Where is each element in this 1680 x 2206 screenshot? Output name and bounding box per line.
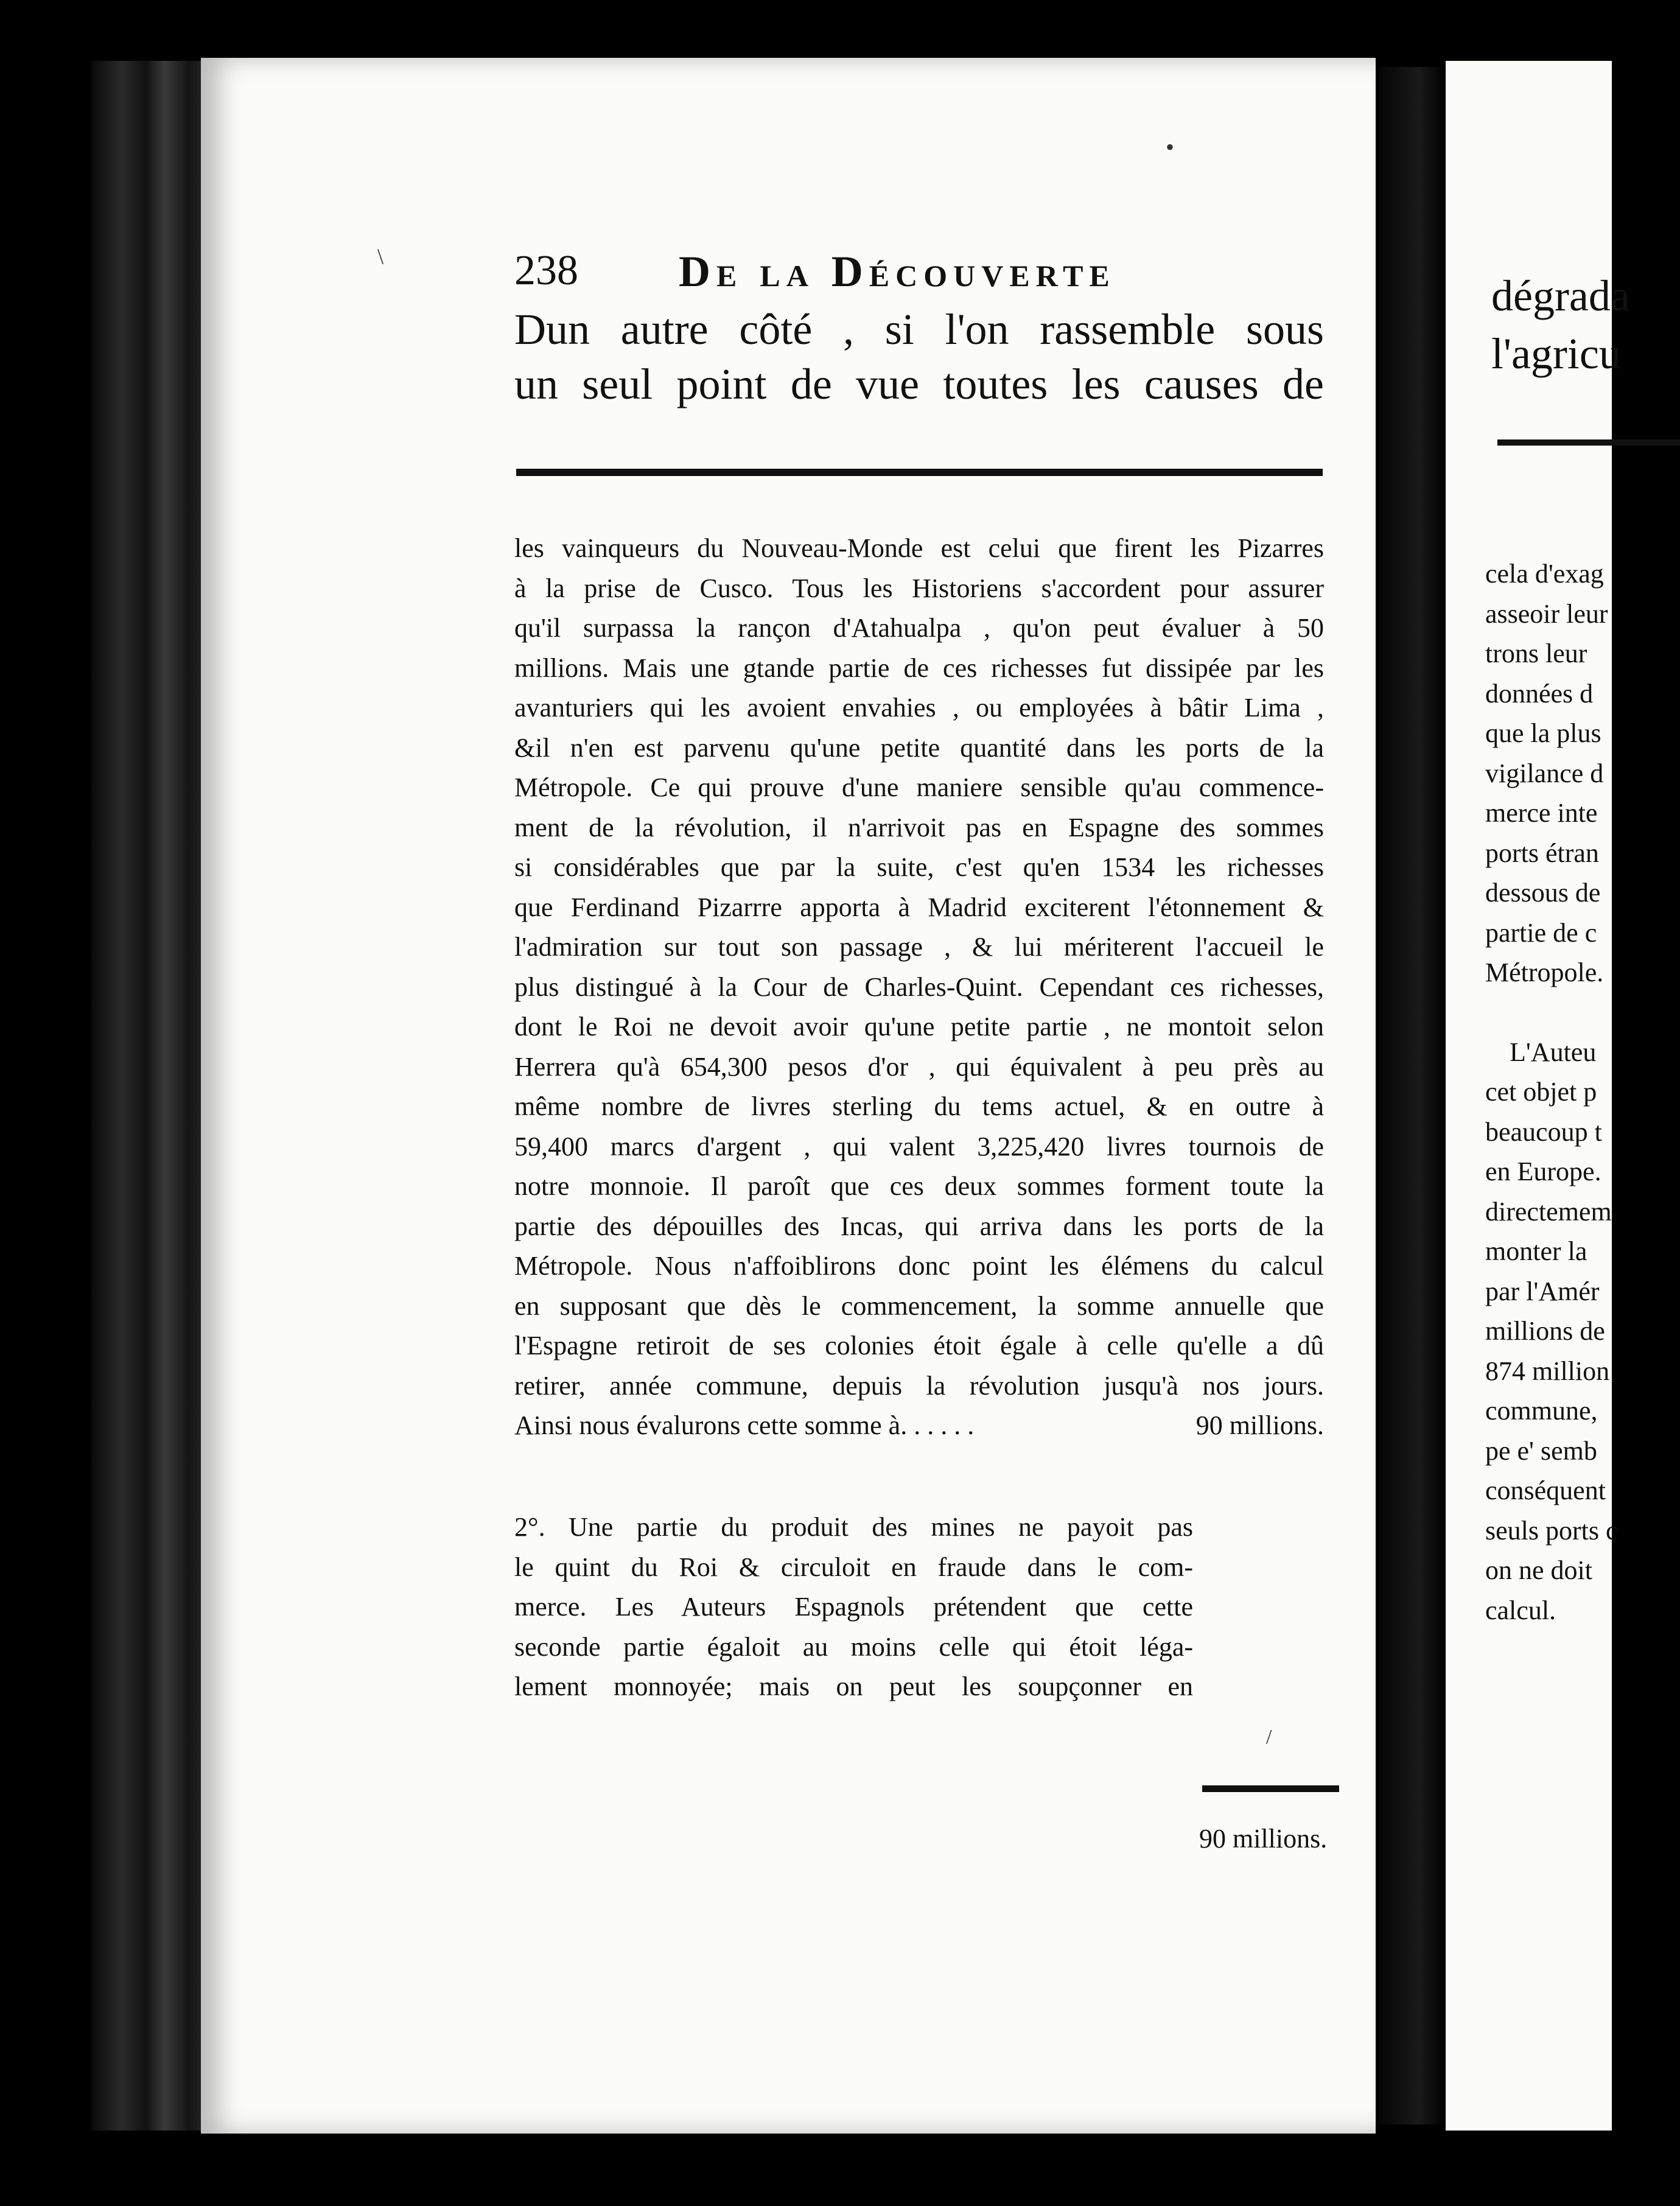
running-title: De la Découverte <box>679 247 1116 296</box>
right-note-line: merce inte <box>1485 798 1598 828</box>
right-note-line: que la plus <box>1485 718 1601 748</box>
right-note-line: millions de <box>1485 1316 1605 1346</box>
right-note-spacer <box>1485 993 1618 1032</box>
footnote-line: Métropole. Ce qui prouve d'une maniere sensible qu'au commence- <box>514 772 1324 802</box>
right-note-line: monter la <box>1485 1236 1587 1266</box>
footnote-block <box>514 528 1324 1446</box>
footnote-line: Herrera qu'à 654,300 pesos d'or , qui équivalent à peu près au <box>514 1051 1324 1082</box>
ink-spot: • <box>1166 133 1175 161</box>
paragraph-line: lement monnoyée; mais on peut les soupçonner en <box>514 1672 1193 1701</box>
footnote-rule <box>516 469 1323 476</box>
footnote-line: 59,400 marcs d'argent , qui valent 3,225,420 livres tournois de <box>514 1131 1324 1161</box>
right-note-line: seuls ports c <box>1485 1515 1618 1546</box>
main-text-line: Dun autre côté , si l'on rassemble sous <box>514 305 1324 354</box>
paragraph-line: merce. Les Auteurs Espagnols prétendent que cette <box>514 1592 1193 1622</box>
footnote-line: les vainqueurs du Nouveau-Monde est celui que firent les Pizarres <box>514 533 1324 563</box>
ink-mark: \ <box>377 244 384 268</box>
right-note-line: vigilance d <box>1485 758 1604 788</box>
right-note-line: partie de c <box>1485 917 1597 948</box>
footnote-total-line <box>514 1406 1324 1446</box>
paragraph-line: 2°. Une partie du produit des mines ne payoit pas <box>514 1512 1193 1542</box>
footnote-line: plus distingué à la Cour de Charles-Quint. Cependant ces richesses, <box>514 972 1324 1002</box>
footnote-total-label: Ainsi nous évalurons cette somme à. . . . . . <box>514 1410 975 1440</box>
footnote-line: &il n'en est parvenu qu'une petite quantité dans les ports de la <box>514 732 1324 763</box>
paragraph-line: seconde partie égaloit au moins celle qui étoit léga- <box>514 1631 1193 1662</box>
page-number: 238 <box>514 247 578 294</box>
footnote-line: que Ferdinand Pizarrre apporta à Madrid exciterent l'étonnement & <box>514 892 1324 922</box>
right-note-line: en Europe. <box>1485 1157 1601 1186</box>
footnote-line: notre monnoie. Il paroît que ces deux sommes forment toute la <box>514 1171 1324 1201</box>
right-note-line: ports étran <box>1485 838 1599 868</box>
right-note-line: trons leur <box>1485 639 1587 668</box>
right-note-line: conséquent <box>1485 1476 1606 1505</box>
ink-mark: / <box>1266 1726 1272 1748</box>
footnote-line: qu'il surpassa la rançon d'Atahualpa , qu'on peut évaluer à 50 <box>514 613 1324 643</box>
footnote-paragraph-2 <box>514 1510 1193 1709</box>
page-header <box>514 247 1202 301</box>
main-text-line: un seul point de vue toutes les causes de <box>514 360 1324 408</box>
right-note-line: cet objet p <box>1485 1077 1597 1107</box>
footnote-line: l'Espagne retiroit de ses colonies étoit égale à celle qu'elle a dû <box>514 1331 1324 1360</box>
footnote-line: en supposant que dès le commencement, la somme annuelle que <box>514 1290 1324 1321</box>
right-note-line: cela d'exag <box>1485 559 1604 589</box>
right-note-line: données d <box>1485 678 1594 709</box>
right-note-line: directemem <box>1485 1196 1612 1227</box>
right-note-line: commune, <box>1485 1396 1598 1426</box>
sum-rule <box>1202 1785 1339 1792</box>
right-main-line: l'agricu <box>1491 329 1621 378</box>
right-footnote-rule <box>1497 439 1680 446</box>
footnote-line: Métropole. Nous n'affoiblirons donc point les élémens du calcul <box>514 1251 1324 1281</box>
footnote-line: retirer, année commune, depuis la révolution jusqu'à nos jours. <box>514 1370 1324 1401</box>
right-note-line: par l'Amér <box>1485 1276 1600 1306</box>
footnote-line: millions. Mais une gtande partie de ces richesses fut dissipée par les <box>514 653 1324 683</box>
footnote-line: à la prise de Cusco. Tous les Historiens s'accordent pour assurer <box>514 573 1324 603</box>
footnote-line: partie des dépouilles des Incas, qui arriva dans les ports de la <box>514 1211 1324 1241</box>
right-note-line: L'Auteu <box>1510 1037 1597 1067</box>
right-main-line: dégrada <box>1491 271 1630 320</box>
right-note-line: Métropole. <box>1485 958 1604 987</box>
bottom-total: 90 millions. <box>1199 1824 1328 1854</box>
right-note-line: calcul. <box>1485 1595 1556 1625</box>
right-note-line: 874 million <box>1485 1356 1610 1386</box>
right-footnote-block <box>1485 554 1618 1630</box>
paragraph-line: le quint du Roi & circuloit en fraude dans le com- <box>514 1552 1193 1582</box>
right-note-line: on ne doit <box>1485 1555 1592 1585</box>
book-binding <box>91 61 213 2131</box>
right-page <box>1446 61 1630 2131</box>
footnote-line: l'admiration sur tout son passage , & lui mériterent l'accueil le <box>514 932 1324 962</box>
footnote-line: ment de la révolution, il n'arrivoit pas en Espagne des sommes <box>514 812 1324 842</box>
right-note-line: asseoir leur <box>1485 598 1608 629</box>
footnote-total-value: 90 millions. <box>1195 1410 1324 1440</box>
footnote-line: même nombre de livres sterling du tems actuel, & en outre à <box>514 1091 1324 1121</box>
right-note-line: pe e' semb <box>1485 1435 1597 1466</box>
right-note-line: dessous de <box>1485 878 1601 908</box>
footnote-line: avanturiers qui les avoient envahies , ou employées à bâtir Lima , <box>514 693 1324 723</box>
footnote-line: dont le Roi ne devoit avoir qu'une petite partie , ne montoit selon <box>514 1012 1324 1042</box>
right-note-line: beaucoup t <box>1485 1116 1602 1147</box>
book-gutter <box>1379 67 1446 2124</box>
footnote-line: si considérables que par la suite, c'est qu'en 1534 les richesses <box>514 852 1324 882</box>
